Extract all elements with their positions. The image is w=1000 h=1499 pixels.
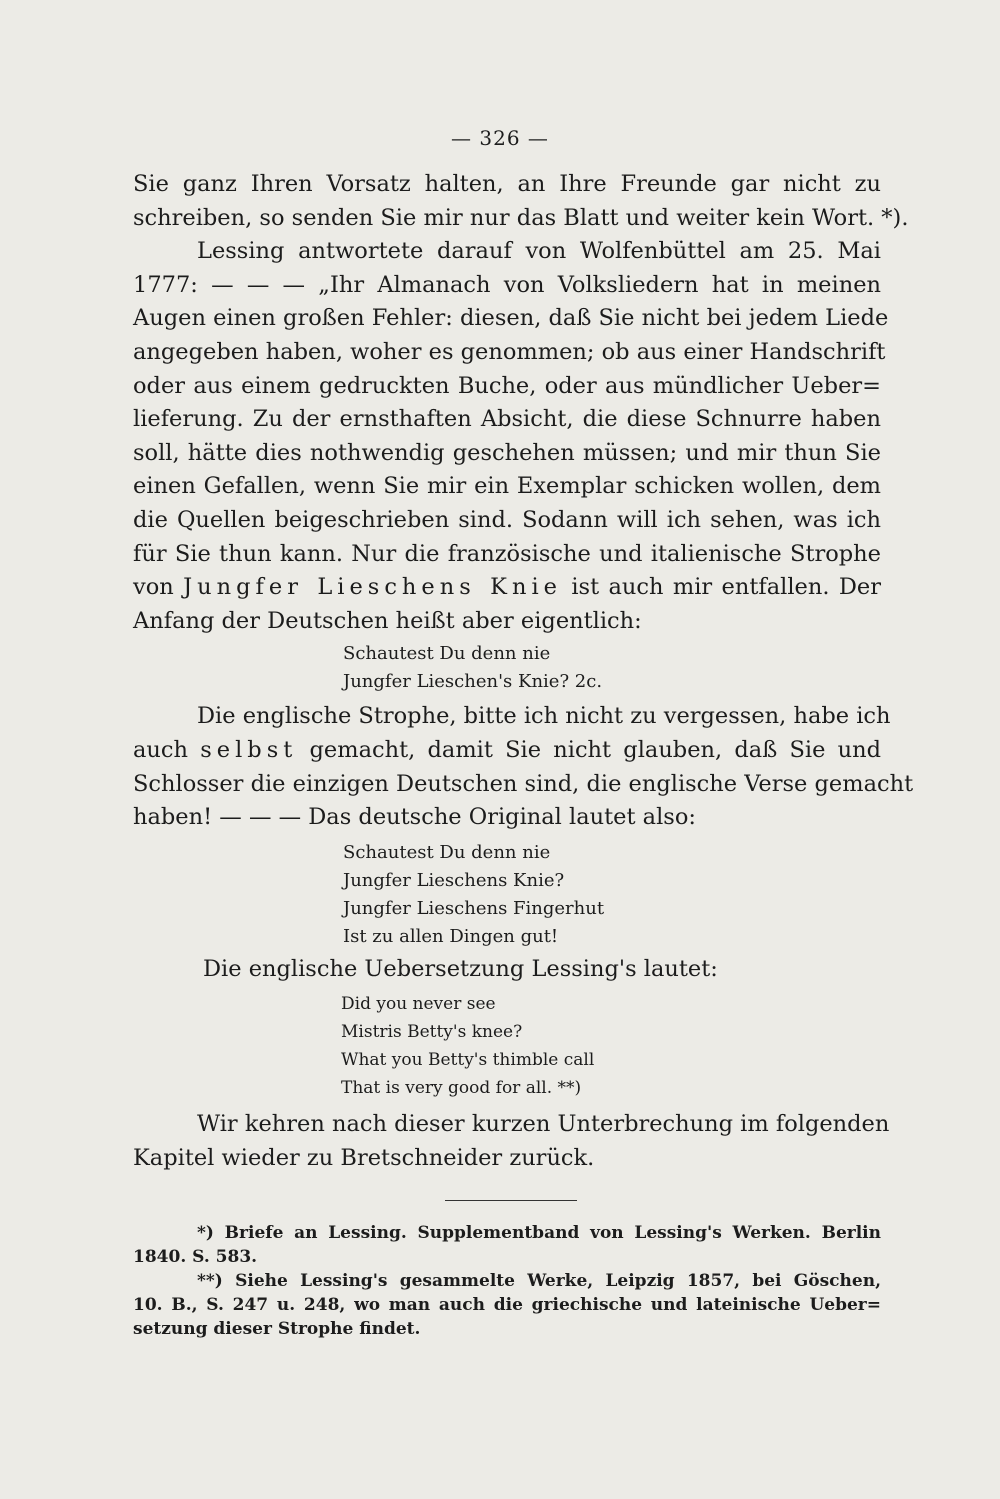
- verse-line: Jungfer Lieschen's Knie? 2c.: [343, 671, 603, 693]
- text-line: Anfang der Deutschen heißt aber eigentlich:: [133, 607, 642, 634]
- spaced-word: selbst: [200, 736, 298, 763]
- footnote-line: **) Siehe Lessing's gesammelte Werke, Leipzig 1857, bei Göschen,: [197, 1271, 881, 1291]
- text-line: für Sie thun kann. Nur die französische und italienische Strophe: [133, 540, 881, 567]
- text-line: schreiben, so senden Sie mir nur das Blatt und weiter kein Wort. *).: [133, 204, 909, 231]
- text-line: Augen einen großen Fehler: diesen, daß Sie nicht bei jedem Liede: [133, 305, 889, 332]
- text-line: einen Gefallen, wenn Sie mir ein Exemplar schicken wollen, dem: [133, 473, 881, 500]
- text-line: [133, 571, 881, 605]
- verse-line: That is very good for all. **): [341, 1078, 582, 1099]
- verse-german-short: [133, 640, 881, 696]
- footnote-line: 10. B., S. 247 u. 248, wo man auch die griechische und lateinische Ueber=: [133, 1295, 881, 1315]
- verse-line: What you Betty's thimble call: [341, 1050, 595, 1071]
- text-line: Sie ganz Ihren Vorsatz halten, an Ihre Freunde gar nicht zu: [133, 171, 881, 197]
- text-line: oder aus einem gedruckten Buche, oder aus mündlicher Ueber=: [133, 372, 881, 399]
- text-line: Die englische Uebersetzung Lessing's lautet:: [203, 955, 718, 982]
- page-number: — 326 —: [451, 126, 549, 150]
- verse-line: Schautest Du denn nie: [343, 841, 551, 863]
- footnote-line: 1840. S. 583.: [133, 1247, 258, 1267]
- verse-line: Did you never see: [341, 994, 496, 1015]
- text-line: die Quellen beigeschrieben sind. Sodann will ich sehen, was ich: [133, 506, 881, 533]
- text-line: Schlosser die einzigen Deutschen sind, die englische Verse gemacht: [133, 770, 914, 797]
- text-line: haben! — — — Das deutsche Original lautet also:: [133, 804, 696, 831]
- text-line: [133, 734, 881, 768]
- verse-line: Schautest Du denn nie: [343, 643, 551, 665]
- footnote-line: *) Briefe an Lessing. Supplementband von Lessing's Werken. Berlin: [197, 1223, 881, 1243]
- text-fragment: von: [133, 574, 184, 601]
- verse-line: Jungfer Lieschens Fingerhut: [343, 897, 605, 919]
- main-text: [133, 168, 914, 1175]
- text-line: Die englische Strophe, bitte ich nicht zu vergessen, habe ich: [197, 703, 891, 730]
- text-line: soll, hätte dies nothwendig geschehen müssen; und mir thun Sie: [133, 439, 881, 466]
- text-fragment: auch: [133, 736, 201, 763]
- verse-german-full: [133, 839, 881, 951]
- text-line: 1777: — — — „Ihr Almanach von Volksliedern hat in meinen: [133, 271, 881, 298]
- verse-line: Jungfer Lieschens Knie?: [343, 869, 565, 891]
- text-line: Wir kehren nach dieser kurzen Unterbrechung im folgenden: [197, 1111, 890, 1138]
- text-fragment: gemacht, damit Sie nicht glauben, daß Sie und: [297, 736, 881, 763]
- text-line: lieferung. Zu der ernsthaften Absicht, die diese Schnurre haben: [133, 406, 881, 433]
- footnotes: [133, 1221, 881, 1341]
- verse-english: [133, 990, 881, 1102]
- verse-line: Ist zu allen Dingen gut!: [343, 925, 559, 947]
- text-line: angegeben haben, woher es genommen; ob aus einer Handschrift: [133, 338, 886, 365]
- footnote-line: setzung dieser Strophe findet.: [133, 1319, 421, 1339]
- text-line: Kapitel wieder zu Bretschneider zurück.: [133, 1144, 595, 1171]
- verse-line: Mistris Betty's knee?: [341, 1022, 523, 1043]
- text-fragment: ist auch mir entfallen. Der: [561, 574, 881, 601]
- text-line: Lessing antwortete darauf von Wolfenbüttel am 25. Mai: [197, 238, 881, 265]
- spaced-title: Jungfer Lieschens Knie: [183, 574, 562, 601]
- footnote-divider: [445, 1200, 577, 1201]
